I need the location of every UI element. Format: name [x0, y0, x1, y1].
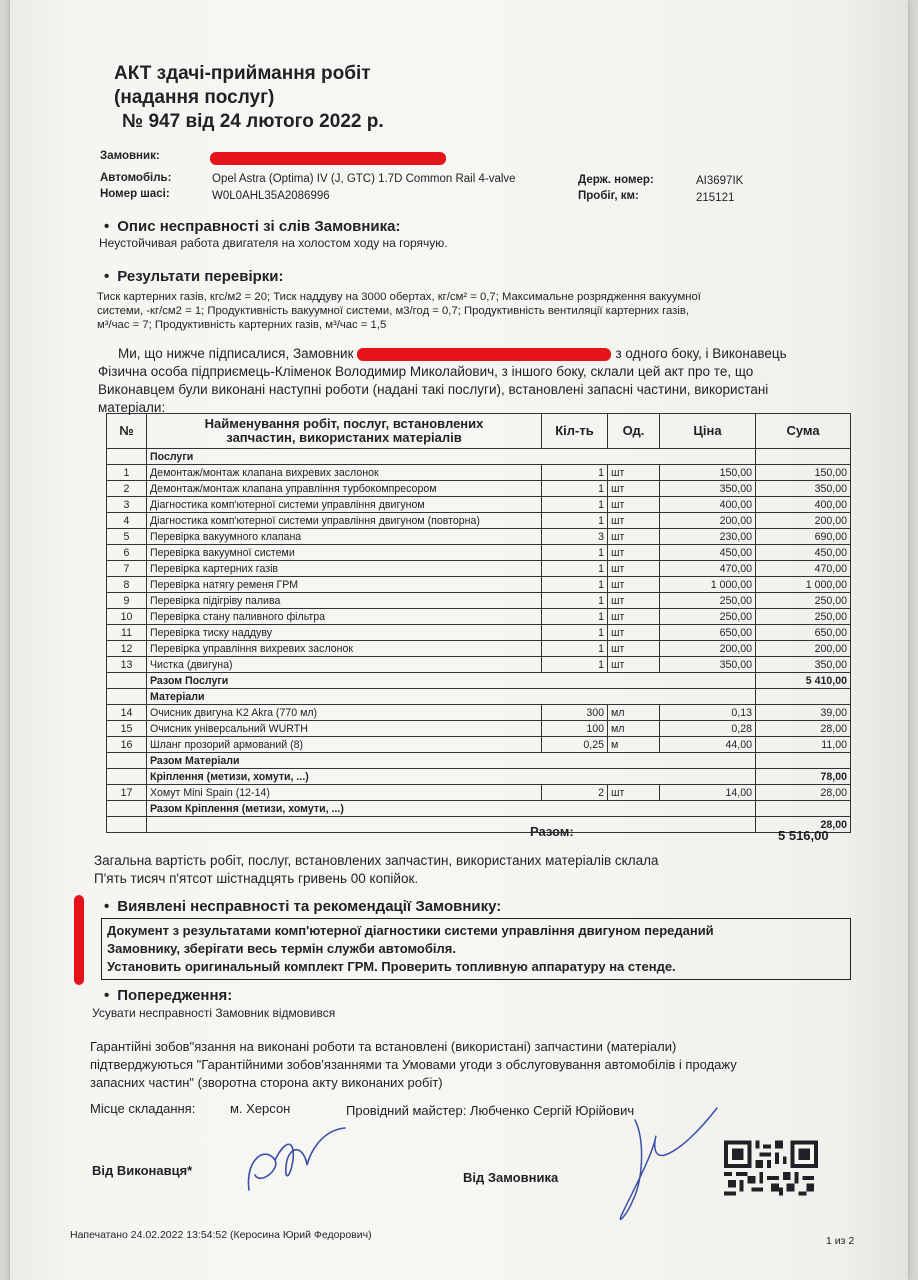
margin-redaction-mark	[74, 895, 84, 985]
services-total-row	[107, 673, 851, 689]
table-row	[107, 705, 851, 721]
row-sum: 350,00	[756, 657, 851, 673]
row-sum: 11,00	[756, 737, 851, 753]
table-row	[107, 561, 851, 577]
row-qty: 1	[542, 561, 608, 577]
bullet-icon: •	[104, 268, 110, 285]
row-price: 250,00	[660, 593, 756, 609]
total-value	[756, 753, 851, 769]
row-number: 5	[107, 529, 147, 545]
row-unit: шт	[608, 497, 660, 513]
qr-code	[724, 1140, 818, 1196]
recommendations-box	[101, 918, 851, 980]
summary-line-1: Загальна вартість робіт, послуг, встановлених запчастин, використаних матеріалів склала	[94, 853, 659, 868]
chassis-label: Номер шасі:	[100, 188, 170, 200]
row-name: Перевірка картерних газів	[147, 561, 542, 577]
row-sum: 350,00	[756, 481, 851, 497]
check-line-2: системи, -кг/см2 = 1; Продуктивність вакуумної системи, м3/год = 0,7; Продуктивність вентиляції картерних газів,	[97, 305, 689, 317]
warnings-text: Усувати несправності Замовник відмовився	[92, 1006, 336, 1020]
col-name-header-line-1: Найменування робіт, послуг, встановлених	[204, 416, 484, 431]
row-name: Хомут Mini Spain (12-14)	[147, 785, 542, 801]
table-row	[107, 737, 851, 753]
customer-redaction	[210, 152, 446, 165]
row-sum: 200,00	[756, 513, 851, 529]
complaint-text: Неустойчивая работа двигателя на холостом ходу на горячую.	[99, 236, 448, 250]
table-row	[107, 545, 851, 561]
check-line-3: м³/час = 7; Продуктивність картерних газів, м³/час = 1,5	[97, 319, 387, 331]
row-number: 8	[107, 577, 147, 593]
row-name: Перевірка тиску наддуву	[147, 625, 542, 641]
table-row	[107, 577, 851, 593]
row-qty: 1	[542, 577, 608, 593]
col-name-header-line-2: запчастин, використаних матеріалів	[226, 430, 462, 445]
check-line-1: Тиск картерних газів, кгс/м2 = 20; Тиск наддуву на 3000 обертах, кг/см² = 0,7; Максимальне розрядження вакуумної	[97, 291, 701, 303]
row-unit: шт	[608, 529, 660, 545]
row-number: 2	[107, 481, 147, 497]
row-sum: 39,00	[756, 705, 851, 721]
row-unit: шт	[608, 561, 660, 577]
row-unit: шт	[608, 513, 660, 529]
master-name: Провідний майстер: Любченко Сергій Юрійович	[346, 1103, 635, 1118]
row-number: 7	[107, 561, 147, 577]
col-unit-header: Од.	[608, 414, 660, 449]
cell-empty	[147, 817, 756, 833]
row-name: Діагностика комп'ютерної системи управління двигуном	[147, 497, 542, 513]
row-price: 200,00	[660, 641, 756, 657]
row-name: Демонтаж/монтаж клапана вихревих заслонок	[147, 465, 542, 481]
fasteners-total-row	[107, 817, 851, 833]
row-unit: шт	[608, 465, 660, 481]
bullet-icon: •	[104, 218, 110, 235]
row-number: 11	[107, 625, 147, 641]
items-table	[106, 413, 851, 833]
fasteners-label-row	[107, 801, 851, 817]
row-name: Перевірка натягу ременя ГРМ	[147, 577, 542, 593]
table-row	[107, 529, 851, 545]
document-page	[10, 0, 908, 1280]
row-price: 150,00	[660, 465, 756, 481]
bullet-icon: •	[104, 898, 110, 915]
row-qty: 1	[542, 497, 608, 513]
cell-empty	[756, 689, 851, 705]
row-number: 1	[107, 465, 147, 481]
row-qty: 1	[542, 513, 608, 529]
table-row	[107, 481, 851, 497]
title-line-1: АКТ здачі-приймання робіт	[114, 63, 371, 84]
table-row	[107, 593, 851, 609]
row-number: 13	[107, 657, 147, 673]
row-sum: 28,00	[756, 721, 851, 737]
row-price: 0,13	[660, 705, 756, 721]
table-row	[107, 657, 851, 673]
row-unit: м	[608, 737, 660, 753]
row-unit: шт	[608, 657, 660, 673]
row-price: 0,28	[660, 721, 756, 737]
col-no-header: №	[107, 414, 147, 449]
row-price: 470,00	[660, 561, 756, 577]
row-qty: 2	[542, 785, 608, 801]
total-value: 28,00	[756, 817, 851, 833]
intro-paragraph	[98, 345, 858, 417]
row-qty: 1	[542, 545, 608, 561]
summary-line-2: П'ять тисяч п'ятсот шістнадцять гривень 00 копійок.	[94, 871, 419, 886]
materials-group-row	[107, 689, 851, 705]
row-name: Перевірка управління вихревих заслонок	[147, 641, 542, 657]
table-row	[107, 641, 851, 657]
recommendations-heading-text: Виявлені несправності та рекомендації Замовнику:	[117, 898, 502, 915]
total-value: 78,00	[756, 769, 851, 785]
cell-empty	[107, 753, 147, 769]
cell-empty	[107, 689, 147, 705]
row-price: 400,00	[660, 497, 756, 513]
row-unit: шт	[608, 785, 660, 801]
total-label: Кріплення (метизи, хомути, ...)	[147, 769, 756, 785]
row-number: 3	[107, 497, 147, 513]
check-heading	[104, 268, 284, 285]
row-sum: 28,00	[756, 785, 851, 801]
row-number: 10	[107, 609, 147, 625]
row-unit: шт	[608, 593, 660, 609]
table-row	[107, 625, 851, 641]
complaint-heading-text: Опис несправності зі слів Замовника:	[117, 218, 401, 235]
row-number: 12	[107, 641, 147, 657]
summary-text	[94, 852, 659, 888]
row-name: Діагностика комп'ютерної системи управління двигуном (повторна)	[147, 513, 542, 529]
row-name: Перевірка вакуумного клапана	[147, 529, 542, 545]
intro-line-2: Фізична особа підприємець-Кліменок Володимир Миколайович, з іншого боку, склали цей акт про те, що	[98, 364, 754, 379]
cell-empty	[756, 449, 851, 465]
col-sum-header: Сума	[756, 414, 851, 449]
grand-total-value: 5 516,00	[778, 828, 829, 843]
row-number: 14	[107, 705, 147, 721]
row-number: 4	[107, 513, 147, 529]
warnings-heading-text: Попередження:	[117, 987, 233, 1004]
table-row	[107, 609, 851, 625]
row-qty: 1	[542, 465, 608, 481]
table-row	[107, 497, 851, 513]
row-sum: 150,00	[756, 465, 851, 481]
plate-label: Держ. номер:	[578, 174, 654, 186]
row-number: 6	[107, 545, 147, 561]
table-row	[107, 513, 851, 529]
row-unit: шт	[608, 481, 660, 497]
table-row	[107, 465, 851, 481]
place-label: Місце складання:	[90, 1101, 196, 1116]
customer-label: Замовник:	[100, 150, 160, 162]
row-qty: 300	[542, 705, 608, 721]
row-number: 17	[107, 785, 147, 801]
car-label: Автомобіль:	[100, 172, 172, 184]
mileage-label: Пробіг, км:	[578, 190, 639, 202]
row-sum: 250,00	[756, 609, 851, 625]
row-price: 200,00	[660, 513, 756, 529]
row-name: Шланг прозорий армований (8)	[147, 737, 542, 753]
document-title	[114, 62, 384, 134]
row-unit: шт	[608, 545, 660, 561]
row-sum: 200,00	[756, 641, 851, 657]
customer-signature-label: Від Замовника	[463, 1170, 559, 1185]
row-price: 44,00	[660, 737, 756, 753]
title-line-3: № 947 від 24 лютого 2022 р.	[122, 111, 384, 132]
row-sum: 690,00	[756, 529, 851, 545]
customer-signature	[605, 1100, 725, 1230]
cell-empty	[107, 449, 147, 465]
warranty-line-3: запасних частин" (зворотна сторона акту виконаних робіт)	[90, 1075, 443, 1090]
row-qty: 0,25	[542, 737, 608, 753]
row-qty: 1	[542, 625, 608, 641]
materials-label-row	[107, 753, 851, 769]
bullet-icon: •	[104, 987, 110, 1004]
row-qty: 1	[542, 609, 608, 625]
warranty-line-1: Гарантійні зобов"язання на виконані роботи та встановлені (використані) запчастини (матеріали)	[90, 1039, 677, 1054]
row-sum: 1 000,00	[756, 577, 851, 593]
page-number: 1 из 2	[826, 1235, 855, 1247]
grand-total-label: Разом:	[530, 824, 574, 839]
row-unit: шт	[608, 641, 660, 657]
group-label: Матеріали	[147, 689, 756, 705]
row-sum: 450,00	[756, 545, 851, 561]
items-body	[107, 449, 851, 833]
table-header-row	[107, 414, 851, 449]
row-price: 450,00	[660, 545, 756, 561]
warranty-line-2: підтверджуються "Гарантійними зобов'язаннями та Умовами угоди з обслуговування автомобілів і продажу	[90, 1057, 737, 1072]
warnings-heading	[104, 987, 232, 1004]
row-number: 16	[107, 737, 147, 753]
col-qty-header: Кіл-ть	[542, 414, 608, 449]
total-value	[756, 801, 851, 817]
row-price: 1 000,00	[660, 577, 756, 593]
row-number: 9	[107, 593, 147, 609]
row-unit: шт	[608, 609, 660, 625]
materials-total-row	[107, 769, 851, 785]
row-unit: шт	[608, 577, 660, 593]
row-qty: 1	[542, 657, 608, 673]
group-label: Послуги	[147, 449, 756, 465]
title-line-2: (надання послуг)	[114, 87, 275, 108]
cell-empty	[107, 801, 147, 817]
row-price: 230,00	[660, 529, 756, 545]
row-name: Очисник універсальний WURTH	[147, 721, 542, 737]
mileage-value: 215121	[696, 192, 735, 204]
col-name-header	[147, 414, 542, 449]
row-qty: 100	[542, 721, 608, 737]
col-price-header: Ціна	[660, 414, 756, 449]
row-price: 250,00	[660, 609, 756, 625]
row-name: Перевірка підігріву палива	[147, 593, 542, 609]
services-group-row	[107, 449, 851, 465]
row-name: Перевірка стану паливного фільтра	[147, 609, 542, 625]
row-unit: мл	[608, 721, 660, 737]
row-name: Очисник двигуна K2 Akra (770 мл)	[147, 705, 542, 721]
row-qty: 3	[542, 529, 608, 545]
row-price: 350,00	[660, 657, 756, 673]
total-label: Разом Послуги	[147, 673, 756, 689]
cell-empty	[107, 817, 147, 833]
row-price: 650,00	[660, 625, 756, 641]
intro-part-2: з одного боку, і Виконавець	[615, 346, 787, 361]
intro-part-1: Ми, що нижче підписалися, Замовник	[118, 346, 354, 361]
cell-empty	[107, 769, 147, 785]
row-name: Перевірка вакуумної системи	[147, 545, 542, 561]
printed-info: Напечатано 24.02.2022 13:54:52 (Керосина Юрий Федорович)	[70, 1229, 372, 1241]
complaint-heading	[104, 218, 400, 235]
total-label: Разом Матеріали	[147, 753, 756, 769]
total-label: Разом Кріплення (метизи, хомути, ...)	[147, 801, 756, 817]
row-sum: 400,00	[756, 497, 851, 513]
row-sum: 650,00	[756, 625, 851, 641]
intro-line-4: матеріали:	[98, 400, 166, 415]
row-number: 15	[107, 721, 147, 737]
table-row	[107, 785, 851, 801]
executor-signature	[235, 1120, 355, 1200]
place-value: м. Херсон	[230, 1101, 291, 1116]
recommendation-line-1: Документ з результатами комп'ютерної діагностики системи управління двигуном переданий	[107, 923, 714, 938]
check-heading-text: Результати перевірки:	[117, 268, 284, 285]
row-sum: 470,00	[756, 561, 851, 577]
row-sum: 250,00	[756, 593, 851, 609]
car-value: Opel Astra (Optima) IV (J, GTC) 1.7D Common Rail 4-valve	[212, 173, 516, 185]
recommendations-heading	[104, 898, 501, 915]
row-unit: мл	[608, 705, 660, 721]
table-row	[107, 721, 851, 737]
chassis-value: W0L0AHL35A2086996	[212, 190, 330, 202]
executor-signature-label: Від Виконавця*	[92, 1163, 193, 1178]
row-name: Чистка (двигуна)	[147, 657, 542, 673]
recommendation-line-3: Установить оригинальный комплект ГРМ. Проверить топливную аппаратуру на стенде.	[107, 959, 676, 974]
row-price: 350,00	[660, 481, 756, 497]
row-qty: 1	[542, 593, 608, 609]
check-results	[97, 290, 701, 332]
row-name: Демонтаж/монтаж клапана управління турбокомпресором	[147, 481, 542, 497]
row-qty: 1	[542, 641, 608, 657]
intro-line-3: Виконавцем були виконані наступні роботи (надані такі послуги), встановлені запасні частини, використані	[98, 382, 769, 397]
row-unit: шт	[608, 625, 660, 641]
cell-empty	[107, 673, 147, 689]
recommendation-line-2: Замовнику, зберігати весь термін служби автомобіля.	[107, 941, 456, 956]
customer-redaction-inline	[357, 348, 611, 361]
row-price: 14,00	[660, 785, 756, 801]
warranty-text	[90, 1038, 737, 1092]
row-qty: 1	[542, 481, 608, 497]
plate-value: AI3697IK	[696, 175, 744, 187]
total-value: 5 410,00	[756, 673, 851, 689]
